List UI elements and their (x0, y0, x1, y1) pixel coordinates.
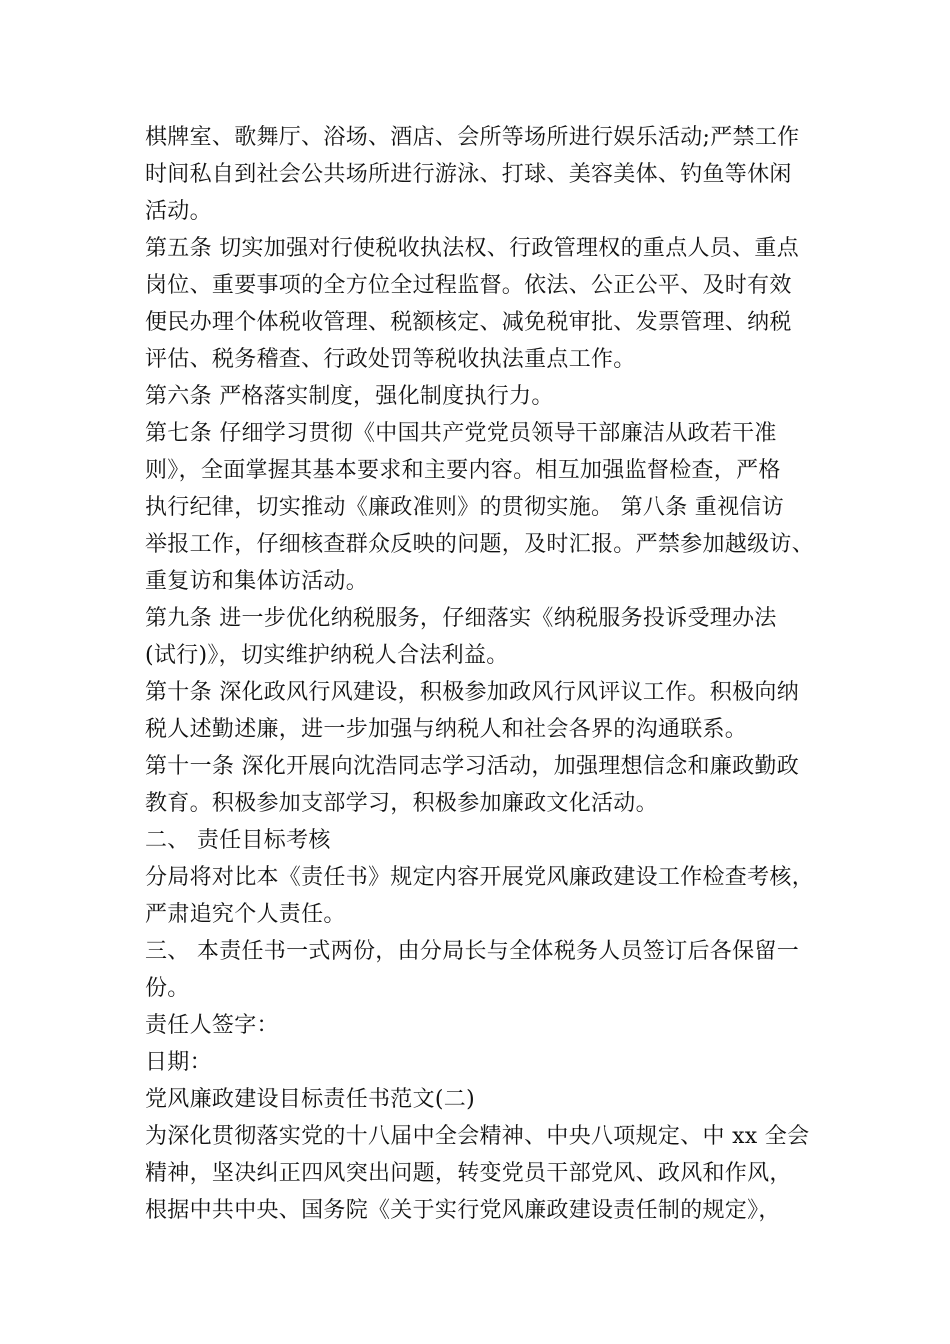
text-line: 棋牌室、歌舞厅、浴场、酒店、会所等场所进行娱乐活动;严禁工作 (145, 125, 800, 150)
text-line: 精神，坚决纠正四风突出问题，转变党员干部党风、政风和作风， (145, 1161, 792, 1186)
text-line: 第五条 切实加强对行使税收执法权、行政管理权的重点人员、重点 (145, 236, 799, 261)
text-line: 严肃追究个人责任。 (145, 902, 346, 927)
text-line: 份。 (145, 976, 190, 1001)
text-line: 第九条 进一步优化纳税服务，仔细落实《纳税服务投诉受理办法 (145, 606, 777, 631)
text-line: 第十条 深化政风行风建设，积极参加政风行风评议工作。积极向纳 (145, 680, 799, 705)
text-line: 税人述勤述廉，进一步加强与纳税人和社会各界的沟通联系。 (145, 717, 748, 742)
document-title: 党风廉政建设目标责任书范文(二) (145, 1087, 475, 1112)
text-line: 评估、税务稽查、行政处罚等税收执法重点工作。 (145, 347, 636, 372)
text-line: 根据中共中央、国务院《关于实行党风廉政建设责任制的规定》， (145, 1198, 781, 1223)
document-body (145, 119, 825, 1229)
text-line: 则》，全面掌握其基本要求和主要内容。相互加强监督检查，严格 (145, 458, 781, 483)
text-line: 举报工作，仔细核查群众反映的问题，及时汇报。严禁参加越级访、 (145, 532, 815, 557)
text-line: 第六条 严格落实制度，强化制度执行力。 (145, 384, 554, 409)
text-line: 时间私自到社会公共场所进行游泳、打球、美容美体、钓鱼等休闲 (145, 162, 792, 187)
text-line: 重复访和集体访活动。 (145, 569, 369, 594)
text-line: 第七条 仔细学习贯彻《中国共产党党员领导干部廉洁从政若干准 (145, 421, 777, 446)
text-line: 活动。 (145, 199, 212, 224)
text-line: 三、 本责任书一式两份，由分局长与全体税务人员签订后各保留一 (145, 939, 799, 964)
text-line: 执行纪律，切实推动《廉政准则》的贯彻实施。 第八条 重视信访 (145, 495, 784, 520)
text-line: 第十一条 深化开展向沈浩同志学习活动，加强理想信念和廉政勤政 (145, 754, 799, 779)
date-label: 日期： (145, 1050, 212, 1075)
section-heading: 二、 责任目标考核 (145, 828, 331, 853)
signature-label: 责任人签字： (145, 1013, 279, 1038)
text-line: 便民办理个体税收管理、税额核定、减免税审批、发票管理、纳税 (145, 310, 792, 335)
text-line: 岗位、重要事项的全方位全过程监督。依法、公正公平、及时有效 (145, 273, 792, 298)
text-line: (试行)》，切实维护纳税人合法利益。 (145, 643, 509, 668)
text-line: 为深化贯彻落实党的十八届中全会精神、中央八项规定、中 xx 全会 (145, 1124, 810, 1149)
text-line: 分局将对比本《责任书》规定内容开展党风廉政建设工作检查考核， (145, 865, 815, 890)
text-line: 教育。积极参加支部学习，积极参加廉政文化活动。 (145, 791, 658, 816)
